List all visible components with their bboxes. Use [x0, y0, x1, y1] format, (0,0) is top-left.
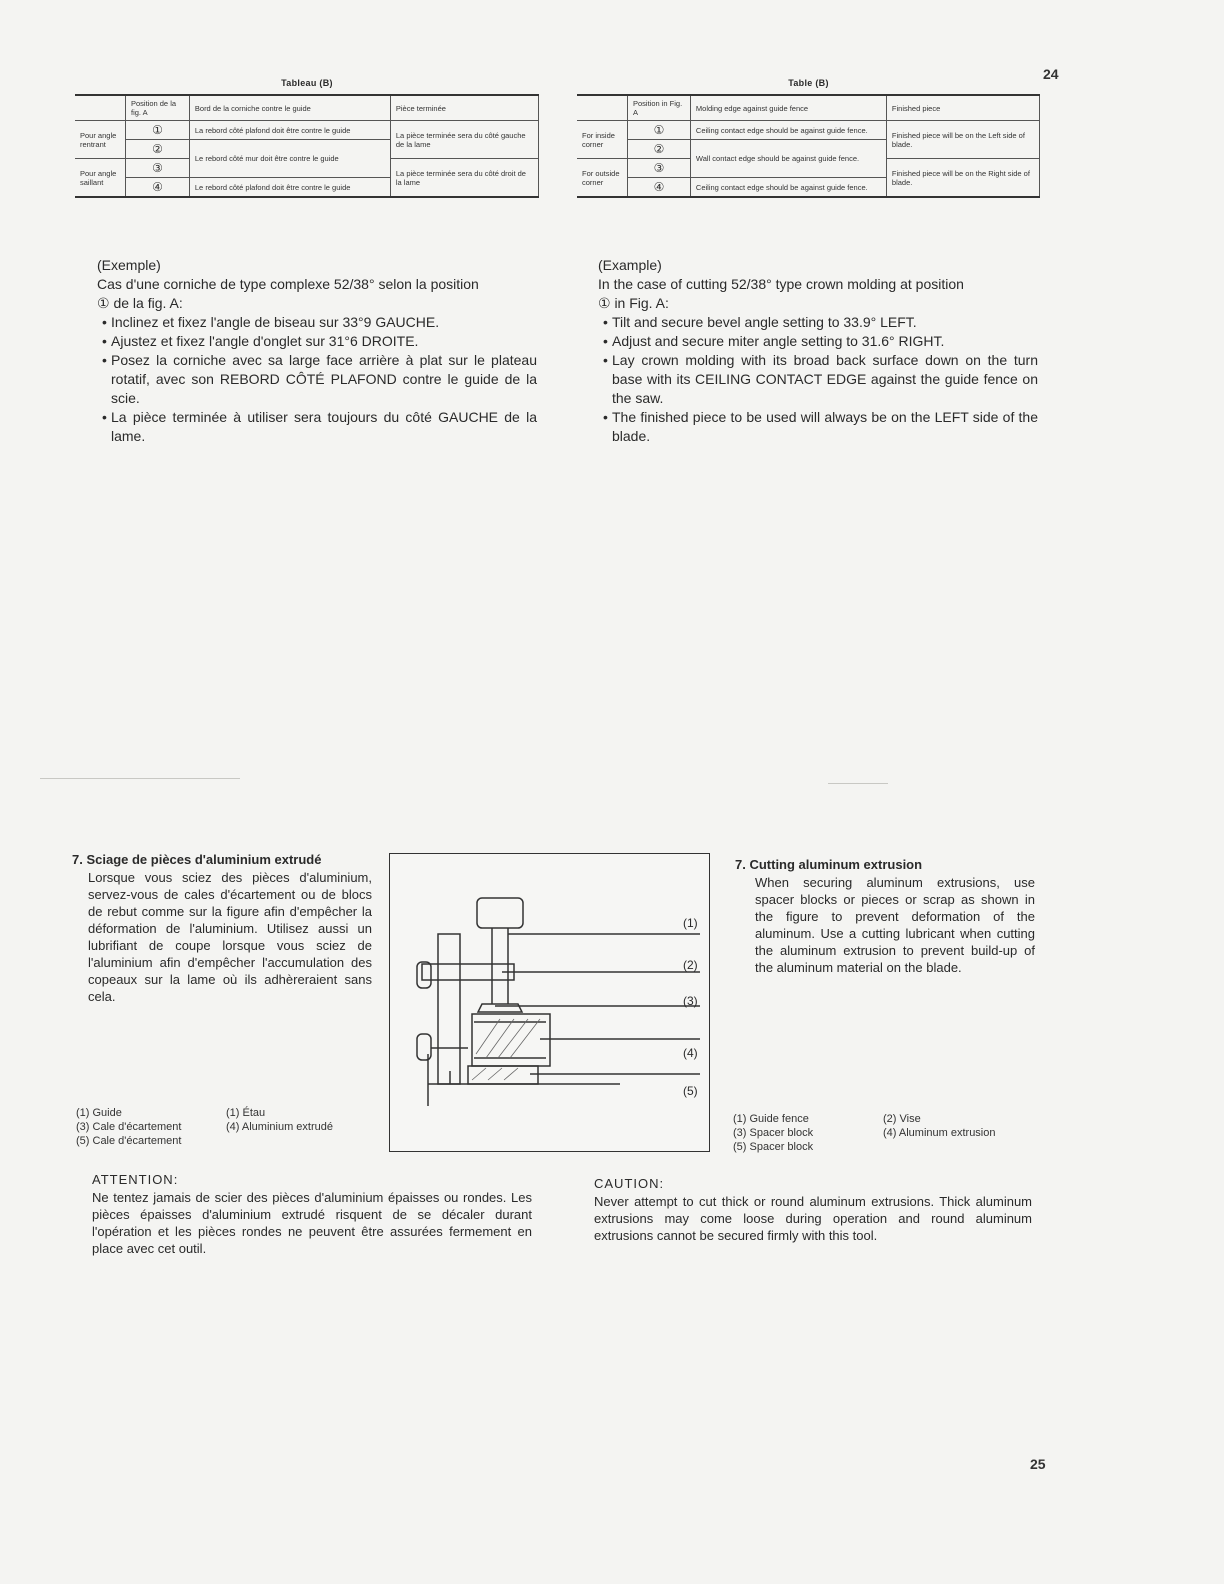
- table-header-finished: Finished piece: [886, 95, 1039, 121]
- scan-divider: [828, 783, 888, 784]
- example-fr: [97, 256, 537, 446]
- example-en-bullet: • Tilt and secure bevel angle setting to 33.9° LEFT.: [598, 313, 1038, 332]
- example-fr-bullet: • Posez la corniche avec sa large face arrière à plat sur le plateau rotatif, avec son REBORD CÔTÉ PLAFOND contre le guide de la scie.: [97, 351, 537, 408]
- section-en-heading: 7. Cutting aluminum extrusion: [735, 857, 923, 872]
- table-edge-cell: Wall contact edge should be against guide fence.: [690, 140, 886, 178]
- example-en-intro: In the case of cutting 52/38° type crown molding at position: [598, 276, 964, 292]
- table-header-finished: Pièce terminée: [390, 95, 538, 121]
- table-finished-cell: La pièce terminée sera du côté gauche de la lame: [390, 121, 538, 159]
- page-number-bottom: 25: [1030, 1456, 1046, 1472]
- table-finished-cell: Finished piece will be on the Right side of blade.: [886, 159, 1039, 198]
- callout-label: (5): [683, 1084, 698, 1098]
- table-position-marker: ④: [628, 178, 691, 198]
- example-en: [598, 256, 1038, 446]
- example-fr-bullet: • Ajustez et fixez l'angle d'onglet sur 31°6 DROITE.: [97, 332, 537, 351]
- caution-fr-body: Ne tentez jamais de scier des pièces d'aluminium épaisses ou rondes. Les pièces épaisses d'aluminium extrudé risquent de se décaler durant l'opération et les pièces rondes ne peuvent être assurées fermement en place avec cet outil.: [92, 1190, 532, 1256]
- table-corner-cell: [75, 95, 126, 121]
- table-group-label: For outside corner: [577, 159, 628, 198]
- callout-label: (3): [683, 994, 698, 1008]
- table-position-marker: ①: [126, 121, 190, 140]
- callout-label: (1): [683, 916, 698, 930]
- caution-en-body: Never attempt to cut thick or round aluminum extrusions. Thick aluminum extrusions may come loose during operation and round aluminum extrusions cannot be secured firmly with this tool.: [594, 1194, 1032, 1243]
- example-fr-bullet: • La pièce terminée à utiliser sera toujours du côté GAUCHE de la lame.: [97, 408, 537, 446]
- table-position-marker: ②: [126, 140, 190, 159]
- table-edge-cell: Ceiling contact edge should be against guide fence.: [690, 178, 886, 198]
- legend-fr-item: (1) Guide: [76, 1107, 122, 1119]
- table-edge-cell: Le rebord côté plafond doit être contre le guide: [189, 178, 390, 198]
- table-position-marker: ③: [628, 159, 691, 178]
- example-fr-intro: Cas d'une corniche de type complexe 52/38° selon la position: [97, 276, 479, 292]
- aluminum-vise-figure: [389, 853, 710, 1152]
- table-group-label: For inside corner: [577, 121, 628, 159]
- table-row: [577, 121, 1040, 140]
- legend-en-item: (1) Guide fence: [733, 1113, 809, 1125]
- table-edge-cell: Ceiling contact edge should be against guide fence.: [690, 121, 886, 140]
- section-en: [735, 855, 1035, 976]
- table-finished-cell: Finished piece will be on the Left side of blade.: [886, 121, 1039, 159]
- table-position-marker: ②: [628, 140, 691, 159]
- example-fr-bullet: • Inclinez et fixez l'angle de biseau sur 33°9 GAUCHE.: [97, 313, 537, 332]
- table-fr-grid: [75, 94, 539, 198]
- legend-fr-item: (1) Étau: [226, 1107, 266, 1119]
- example-en-bullet: • Lay crown molding with its broad back surface down on the turn base with its CEILING CONTACT EDGE against the guide fence on the saw.: [598, 351, 1038, 408]
- table-position-marker: ①: [628, 121, 691, 140]
- legend-fr-item: (5) Cale d'écartement: [76, 1135, 182, 1147]
- caution-en: [594, 1174, 1032, 1244]
- section-fr-heading: 7. Sciage de pièces d'aluminium extrudé: [72, 852, 322, 867]
- table-header-position: Position in Fig. A: [628, 95, 691, 121]
- example-en-title: (Example): [598, 257, 662, 273]
- table-group-label: Pour angle saillant: [75, 159, 126, 198]
- table-header-position: Position de la fig. A: [126, 95, 190, 121]
- legend-en: [733, 1112, 1043, 1154]
- table-row: [75, 121, 539, 140]
- example-en-bullet: • Adjust and secure miter angle setting to 31.6° RIGHT.: [598, 332, 1038, 351]
- table-header-edge: Molding edge against guide fence: [690, 95, 886, 121]
- example-fr-title: (Exemple): [97, 257, 161, 273]
- page-number-top: 24: [1043, 66, 1059, 82]
- legend-en-item: (2) Vise: [883, 1113, 921, 1125]
- caution-fr-title: ATTENTION:: [92, 1172, 179, 1187]
- table-fr-title: Tableau (B): [281, 78, 333, 88]
- legend-en-item: (5) Spacer block: [733, 1141, 814, 1153]
- table-header-row: [577, 95, 1040, 121]
- section-en-body: When securing aluminum extrusions, use spacer blocks or pieces or scrap as shown in the figure to prevent deformation of the aluminum. Use a cutting lubricant when cutting the aluminum extrusion to prevent build-up of the aluminum material on the blade.: [755, 875, 1035, 975]
- legend-fr-item: (4) Aluminium extrudé: [226, 1121, 333, 1133]
- legend-en-item: (4) Aluminum extrusion: [883, 1127, 996, 1139]
- table-edge-cell: La rebord côté plafond doit être contre le guide: [189, 121, 390, 140]
- caution-fr: [92, 1170, 532, 1257]
- table-position-marker: ④: [126, 178, 190, 198]
- example-en-bullet: • The finished piece to be used will always be on the LEFT side of the blade.: [598, 408, 1038, 446]
- table-fr: [75, 78, 539, 198]
- scan-divider: [40, 778, 240, 779]
- table-finished-cell: La pièce terminée sera du côté droit de la lame: [390, 159, 538, 198]
- table-corner-cell: [577, 95, 628, 121]
- table-header-edge: Bord de la corniche contre le guide: [189, 95, 390, 121]
- table-en-grid: [577, 94, 1040, 198]
- table-header-row: [75, 95, 539, 121]
- example-fr-intro-2: ① de la fig. A:: [97, 295, 183, 311]
- table-group-label: Pour angle rentrant: [75, 121, 126, 159]
- callout-label: (2): [683, 958, 698, 972]
- table-en-title: Table (B): [788, 78, 829, 88]
- table-position-marker: ③: [126, 159, 190, 178]
- callout-label: (4): [683, 1046, 698, 1060]
- table-en: [577, 78, 1040, 198]
- table-edge-cell: Le rebord côté mur doit être contre le guide: [189, 140, 390, 178]
- section-fr: [72, 850, 372, 1005]
- example-en-intro-2: ① in Fig. A:: [598, 295, 669, 311]
- section-fr-body: Lorsque vous sciez des pièces d'aluminium, servez-vous de cales d'écartement ou de blocs de rebut comme sur la figure afin d'empêcher la déformation de l'aluminium. Utilisez aussi un lubrifiant de coupe lorsque vous sciez de l'aluminium afin d'empêcher l'accumulation des copeaux sur la lame où ils adhèreraient sans cela.: [88, 870, 372, 1004]
- vise-diagram-icon: [390, 854, 709, 1151]
- legend-fr: [76, 1106, 386, 1148]
- legend-fr-item: (3) Cale d'écartement: [76, 1121, 182, 1133]
- legend-en-item: (3) Spacer block: [733, 1127, 814, 1139]
- caution-en-title: CAUTION:: [594, 1176, 665, 1191]
